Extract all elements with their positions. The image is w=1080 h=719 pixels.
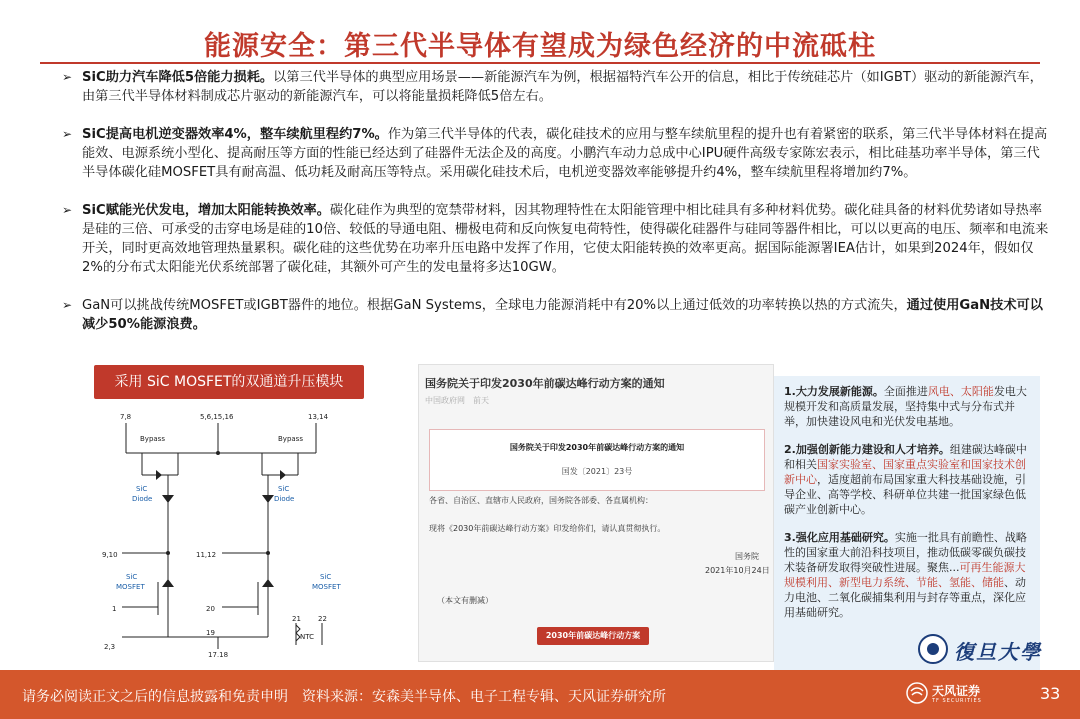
notice-body: 现将《2030年前碳达峰行动方案》印发给你们，请认真贯彻执行。 bbox=[429, 524, 666, 533]
measures-panel bbox=[774, 376, 1040, 670]
measure-text: 实施一批具有前瞻性、战略性的国家重大前沿科技项目，推动低碳零碳负碳技术装备研发取得突破性进展。聚焦... bbox=[784, 531, 1027, 574]
policy-notice-panel bbox=[418, 364, 774, 662]
measure-item bbox=[784, 530, 1032, 620]
pin-label: 11,12 bbox=[196, 551, 217, 559]
diode-label: Diode bbox=[132, 495, 153, 503]
bullet-item-sic-car bbox=[62, 68, 1052, 106]
bullet-text: 碳化硅作为典型的宽禁带材料，因其物理特性在太阳能管理中相比硅具有多种材料优势。碳化硅具备的材料优势诸如导热率是硅的三倍、可承受的击穿电场是硅的10倍、较低的导通电阻、栅极电荷和反向恢复电荷特性，使得碳化硅器件与硅同等器件相比，可以以更高的电压、频率和电流来开关，同时更高效地管理热量累积。碳化硅的这些优势在功率升压电路中发挥了作用，它使太阳能转换的效率更高。据国际能源署IEA估计，如果到2024年，假如仅2%的分布式太阳能光伏系统部署了碳化硅，其额外可产生的发电量将多达10GW。 bbox=[82, 203, 1049, 275]
fudan-logo bbox=[918, 632, 1042, 666]
pin-label: 21 bbox=[292, 615, 301, 623]
notice-header: 国务院关于印发2030年前碳达峰行动方案的通知 bbox=[425, 377, 665, 390]
bullet-item-sic-inverter bbox=[62, 125, 1052, 182]
tf-logo-icon bbox=[906, 682, 928, 704]
notice-signature: 国务院 bbox=[735, 552, 759, 561]
pin-label: 7,8 bbox=[120, 413, 132, 421]
footer-disclaimer: 请务必阅读正文之后的信息披露和免责申明 资料来源：安森美半导体、电子工程专辑、天风证券研究所 bbox=[22, 689, 666, 705]
page-title: 能源安全：第三代半导体有望成为绿色经济的中流砥柱 bbox=[204, 31, 876, 62]
page-number: 33 bbox=[1040, 684, 1061, 703]
measure-text: 发电大规模开发和高质量发展，坚持集中式与分布式并举，加快建设风电和光伏发电基地。 bbox=[784, 385, 1027, 428]
mosfet-label: MOSFET bbox=[312, 583, 341, 591]
notice-source: 中国政府网 前天 bbox=[425, 396, 489, 405]
bullet-bold: SiC赋能光伏发电，增加太阳能转换效率。 bbox=[82, 203, 330, 218]
sic-label: SiC bbox=[320, 573, 332, 581]
tf-logo-name: 天风证券 bbox=[932, 684, 981, 698]
measure-head: 1.大力发展新能源。 bbox=[784, 385, 884, 398]
notice-doc-number: 国发〔2021〕23号 bbox=[561, 467, 633, 476]
arrow-icon: ➢ bbox=[62, 298, 73, 312]
notice-doc-title: 国务院关于印发2030年前碳达峰行动方案的通知 bbox=[509, 443, 685, 452]
measure-text: 组建碳达峰碳中和相关 bbox=[784, 443, 1027, 471]
circuit-title: 采用 SiC MOSFET的双通道升压模块 bbox=[94, 365, 364, 399]
measure-text: 全面推进 bbox=[883, 385, 928, 398]
bullet-list bbox=[62, 68, 1052, 353]
bypass-label: Bypass bbox=[140, 435, 165, 443]
pin-label: 2,3 bbox=[104, 643, 116, 651]
circuit-figure bbox=[82, 357, 382, 657]
pin-label: 17,18 bbox=[208, 651, 229, 657]
bullet-text: 作为第三代半导体的代表，碳化硅技术的应用与整车续航里程的提升也有着紧密的联系，第三代半导体材料在提高能效、电源系统小型化、提高耐压等方面的性能已经达到了硅器件无法企及的高度。小鹏汽车动力总成中心IPU硬件高级专家陈宏表示，相比硅基功率半导体，第三代半导体碳化硅MOSFET具有耐高温、低功耗及耐高压等特点。采用碳化硅技术后，电机逆变器效率能够提升约4%，整车续航里程将增加约7%。 bbox=[82, 127, 1048, 180]
pin-label: 13,14 bbox=[308, 413, 329, 421]
pin-label: 9,10 bbox=[102, 551, 118, 559]
bullet-bold: 通过使用GaN技术可以减少50%能源浪费。 bbox=[82, 298, 1043, 332]
sic-label: SiC bbox=[126, 573, 138, 581]
bullet-bold: SiC助力汽车降低5倍能力损耗。 bbox=[82, 70, 274, 85]
measure-highlight: 可再生能源大规模利用、新型电力系统、节能、氢能、储能 bbox=[784, 561, 1026, 589]
title-divider bbox=[40, 62, 1040, 64]
notice-date: 2021年10月24日 bbox=[705, 566, 770, 575]
pin-label: 19 bbox=[206, 629, 215, 637]
arrow-icon: ➢ bbox=[62, 127, 73, 141]
bullet-item-gan bbox=[62, 296, 1052, 334]
bullet-text: GaN可以挑战传统MOSFET或IGBT器件的地位。根据GaN Systems，全球电力能源消耗中有20%以上通过低效的功率转换以热的方式流失， bbox=[82, 298, 907, 313]
pin-label: 20 bbox=[206, 605, 215, 613]
bullet-item-sic-pv bbox=[62, 201, 1052, 277]
measure-text: ，适度超前布局国家重大科技基础设施，引导企业、高等学校、科研单位共建一批国家绿色低碳产业创新中心。 bbox=[784, 473, 1026, 516]
pin-label: 22 bbox=[318, 615, 327, 623]
arrow-icon: ➢ bbox=[62, 70, 73, 84]
university-name: 復旦大學 bbox=[954, 640, 1042, 664]
bullet-bold: SiC提高电机逆变器效率4%，整车续航里程约7%。 bbox=[82, 127, 388, 142]
diode-label: Diode bbox=[274, 495, 295, 503]
measure-highlight: 国家实验室、国家重点实验室和国家技术创新中心 bbox=[784, 458, 1026, 486]
sic-label: SiC bbox=[278, 485, 290, 493]
notice-badge: 2030年前碳达峰行动方案 bbox=[537, 627, 649, 645]
sic-label: SiC bbox=[136, 485, 148, 493]
footer bbox=[0, 670, 1080, 719]
measure-head: 3.强化应用基础研究。 bbox=[784, 531, 895, 544]
university-seal-icon bbox=[918, 634, 948, 664]
notice-document-box bbox=[429, 429, 765, 491]
circuit-diagram bbox=[82, 357, 382, 657]
tf-securities-logo bbox=[906, 680, 996, 710]
bullet-text: 以第三代半导体的典型应用场景——新能源汽车为例，根据福特汽车公开的信息，相比于传统硅芯片（如IGBT）驱动的新能源汽车，由第三代半导体材料制成芯片驱动的新能源汽车，可以将能量损耗降低5倍左右。 bbox=[82, 70, 1043, 104]
mosfet-label: MOSFET bbox=[116, 583, 145, 591]
measure-item bbox=[784, 442, 1032, 517]
pin-label: 1 bbox=[112, 605, 117, 613]
measure-head: 2.加强创新能力建设和人才培养。 bbox=[784, 443, 950, 456]
notice-body: 各省、自治区、直辖市人民政府，国务院各部委、各直属机构： bbox=[429, 496, 653, 505]
measure-text: 、动力电池、二氧化碳捕集利用与封存等重点，深化应用基础研究。 bbox=[784, 576, 1026, 619]
arrow-icon: ➢ bbox=[62, 203, 73, 217]
bypass-label: Bypass bbox=[278, 435, 303, 443]
ntc-label: NTC bbox=[300, 633, 314, 641]
notice-note: （本文有删减） bbox=[437, 596, 493, 605]
tf-logo-sub: TF SECURITIES bbox=[932, 698, 982, 704]
measure-item bbox=[784, 384, 1032, 429]
measure-highlight: 风电、太阳能 bbox=[927, 385, 994, 398]
pin-label: 5,6,15,16 bbox=[200, 413, 234, 421]
